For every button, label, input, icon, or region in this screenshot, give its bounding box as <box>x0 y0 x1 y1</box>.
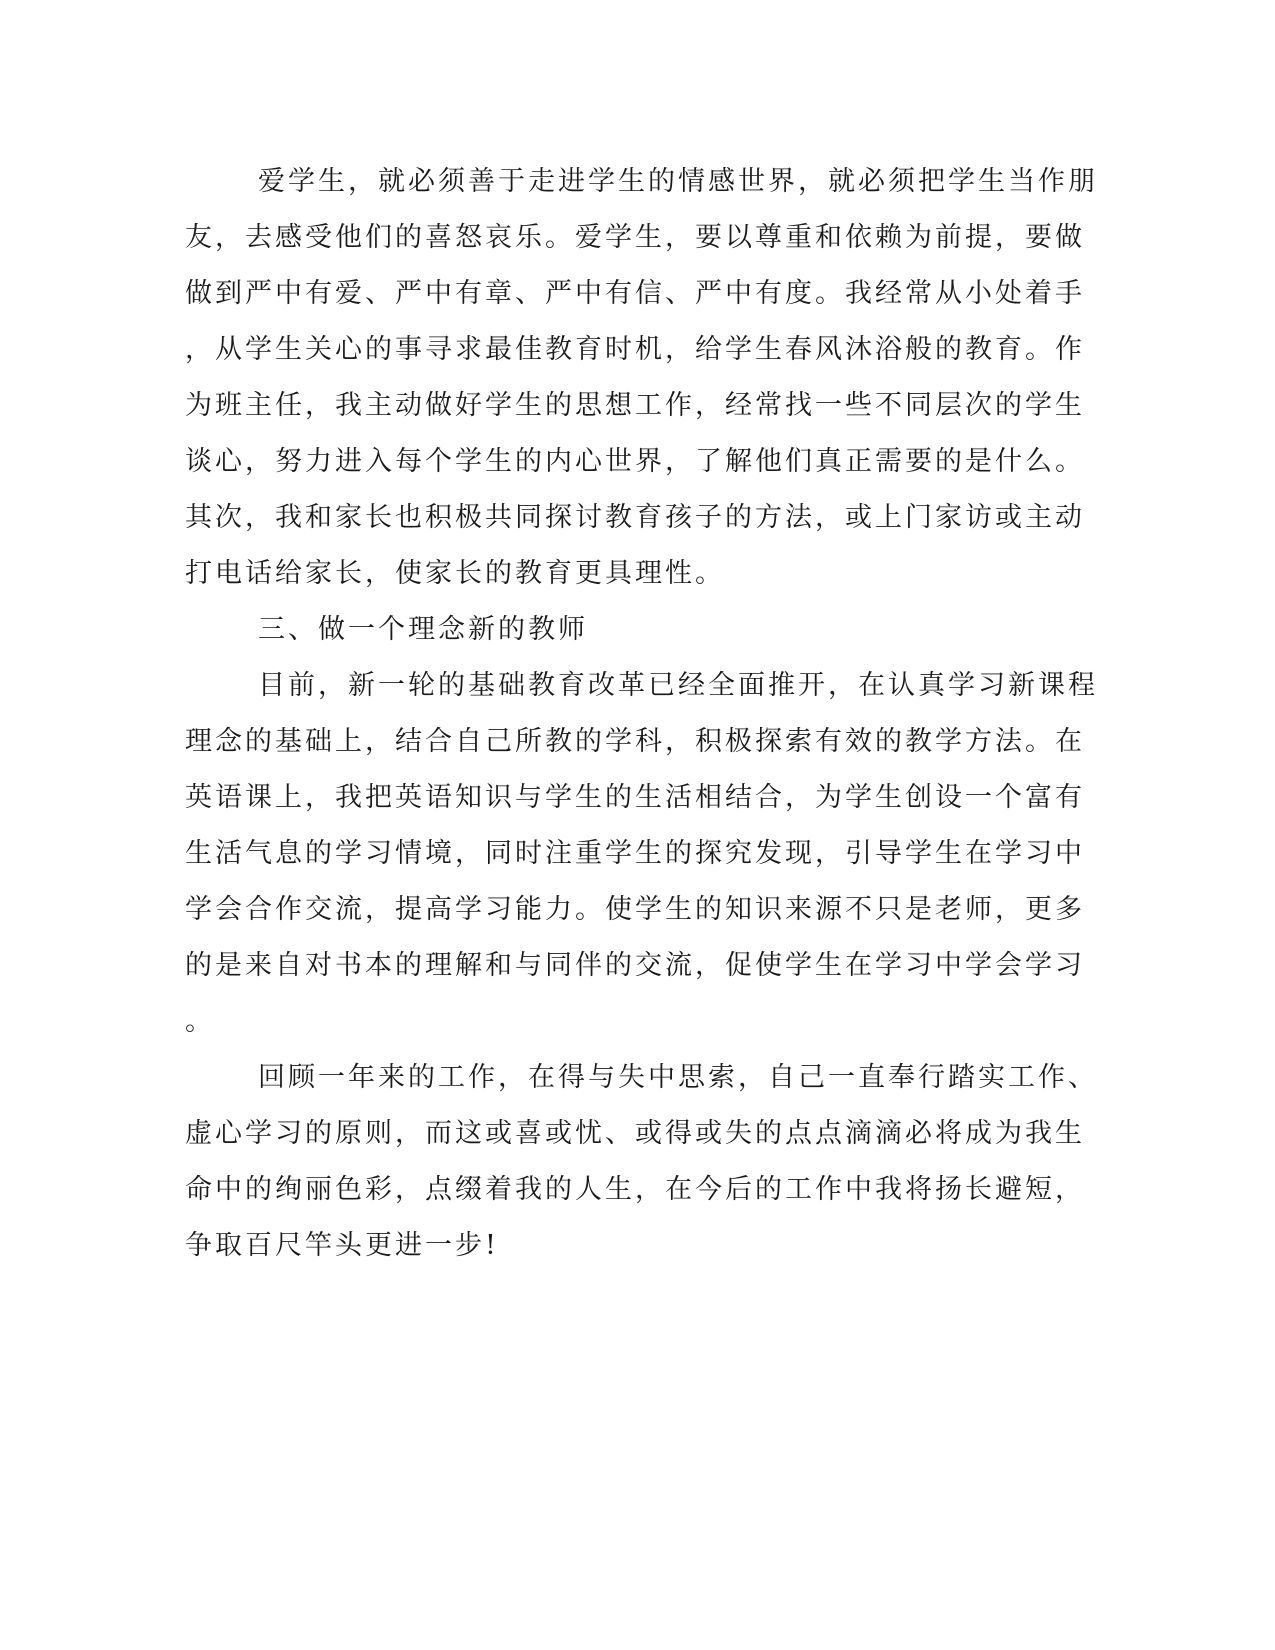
paragraph-line: 理念的基础上，结合自己所教的学科，积极探索有效的教学方法。在 <box>185 726 1085 757</box>
paragraph-line: 回顾一年来的工作，在得与失中思索，自己一直奉行踏实工作、 <box>258 1062 1098 1093</box>
paragraph-line: 虚心学习的原则，而这或喜或忧、或得或失的点点滴滴必将成为我生 <box>185 1118 1085 1149</box>
paragraph-line: 命中的绚丽色彩，点缀着我的人生，在今后的工作中我将扬长避短， <box>185 1174 1085 1205</box>
section-heading: 三、做一个理念新的教师 <box>258 614 588 645</box>
paragraph-line: 的是来自对书本的理解和与同伴的交流，促使学生在学习中学会学习 <box>185 950 1085 981</box>
paragraph-line: 爱学生，就必须善于走进学生的情感世界，就必须把学生当作朋 <box>258 166 1098 197</box>
paragraph-line: 学会合作交流，提高学习能力。使学生的知识来源不只是老师，更多 <box>185 894 1085 925</box>
paragraph-line: 谈心，努力进入每个学生的内心世界，了解他们真正需要的是什么。 <box>185 446 1085 477</box>
paragraph-line: 其次，我和家长也积极共同探讨教育孩子的方法，或上门家访或主动 <box>185 502 1085 533</box>
paragraph-line: 友，去感受他们的喜怒哀乐。爱学生，要以尊重和依赖为前提，要做 <box>185 222 1085 253</box>
paragraph-line: 英语课上，我把英语知识与学生的生活相结合，为学生创设一个富有 <box>185 782 1085 813</box>
paragraph-line: 为班主任，我主动做好学生的思想工作，经常找一些不同层次的学生 <box>185 390 1085 421</box>
paragraph-line: 打电话给家长，使家长的教育更具理性。 <box>185 558 725 589</box>
paragraph-line: 。 <box>185 1006 215 1037</box>
paragraph-line: 目前，新一轮的基础教育改革已经全面推开，在认真学习新课程 <box>258 670 1098 701</box>
paragraph-line: 做到严中有爱、严中有章、严中有信、严中有度。我经常从小处着手 <box>185 278 1085 309</box>
paragraph-line: ，从学生关心的事寻求最佳教育时机，给学生春风沐浴般的教育。作 <box>185 334 1085 365</box>
paragraph-line: 争取百尺竿头更进一步! <box>185 1230 499 1261</box>
paragraph-line: 生活气息的学习情境，同时注重学生的探究发现，引导学生在学习中 <box>185 838 1085 869</box>
